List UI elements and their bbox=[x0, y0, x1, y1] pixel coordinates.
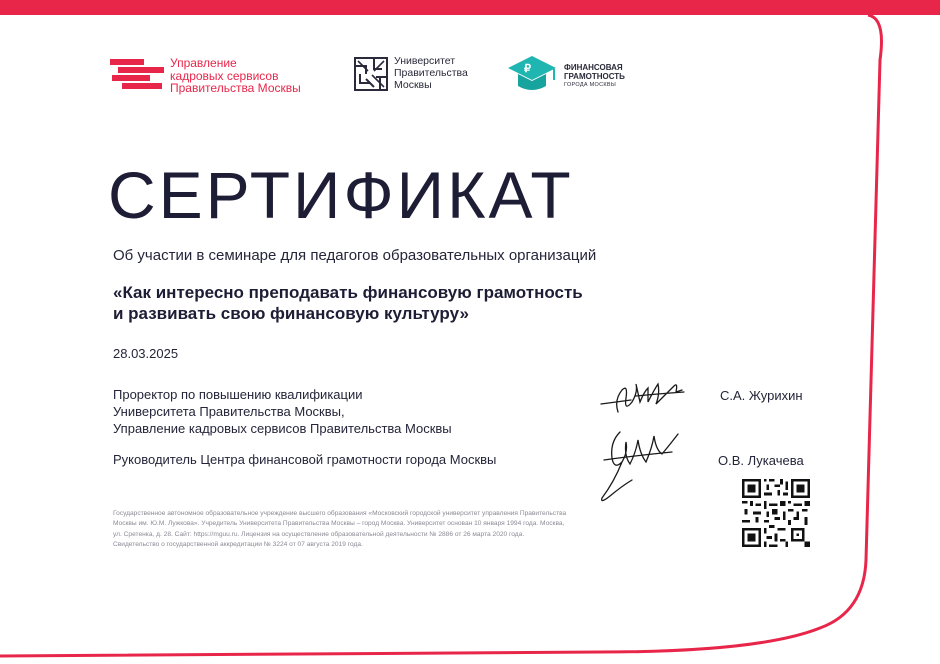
fin-logo-line: ГРАМОТНОСТЬ bbox=[564, 72, 625, 81]
signatory-role-line: Управление кадровых сервисов Правительства Москвы bbox=[113, 421, 452, 436]
red-stacked-bricks-logo-icon bbox=[110, 57, 166, 93]
ucs-logo bbox=[110, 57, 315, 97]
fin-logo-line: ГОРОДА МОСКВЫ bbox=[564, 82, 617, 88]
signatory-role bbox=[113, 386, 452, 437]
svg-text:₽: ₽ bbox=[524, 63, 531, 75]
fine-print-line: Свидетельство о государственной аккредитации № 3224 от 07 августа 2019 года. bbox=[113, 540, 363, 548]
seminar-name-line: и развивать свою финансовую культуру» bbox=[113, 304, 469, 323]
ucs-logo-line: кадровых сервисов bbox=[170, 68, 279, 83]
signature-image bbox=[596, 372, 691, 417]
university-logo-line: Москвы bbox=[394, 79, 432, 91]
qr-code-icon[interactable] bbox=[742, 479, 810, 547]
signature-image bbox=[592, 422, 684, 504]
fine-print bbox=[113, 509, 713, 550]
university-maze-logo-icon bbox=[354, 57, 388, 91]
university-logo-line: Правительства bbox=[394, 67, 468, 79]
financial-literacy-logo bbox=[502, 52, 632, 96]
graduation-cap-logo-icon bbox=[502, 52, 560, 96]
certificate-date: 28.03.2025 bbox=[113, 346, 179, 361]
certificate-title: СЕРТИФИКАТ bbox=[108, 158, 574, 232]
fine-print-line: Москвы им. Ю.М. Лужкова». Учредитель Университета Правительства Москвы – город Москва. Университет основан 10 января 1994 года. Москва, bbox=[113, 520, 565, 528]
seminar-name bbox=[113, 282, 583, 324]
signatory-role: Руководитель Центра финансовой грамотности города Москвы bbox=[113, 452, 497, 467]
signatory-name: С.А. Журихин bbox=[720, 388, 803, 403]
fine-print-line: Государственное автономное образовательное учреждение высшего образования «Московский городской университет управления Правительства bbox=[113, 510, 567, 517]
university-logo bbox=[354, 55, 484, 95]
certificate-subtitle: Об участии в семинаре для педагогов образовательных организаций bbox=[113, 247, 597, 264]
fine-print-line: ул. Сретенка, д. 28. Сайт: https://mguu.ru. Лицензия на осуществление образовательной деятельности № 2886 от 26 марта 2020 года. bbox=[113, 530, 525, 538]
seminar-name-line: «Как интересно преподавать финансовую грамотность bbox=[113, 283, 583, 302]
signatory-role-line: Университета Правительства Москвы, bbox=[113, 404, 345, 419]
university-logo-line: Университет bbox=[394, 55, 456, 67]
ucs-logo-line: Правительства Москвы bbox=[170, 81, 301, 95]
fin-logo-line: ФИНАНСОВАЯ bbox=[564, 63, 623, 72]
signatory-name: О.В. Лукачева bbox=[718, 453, 804, 468]
ucs-logo-line: Управление bbox=[170, 56, 237, 70]
signatory-role-line: Проректор по повышению квалификации bbox=[113, 387, 363, 402]
